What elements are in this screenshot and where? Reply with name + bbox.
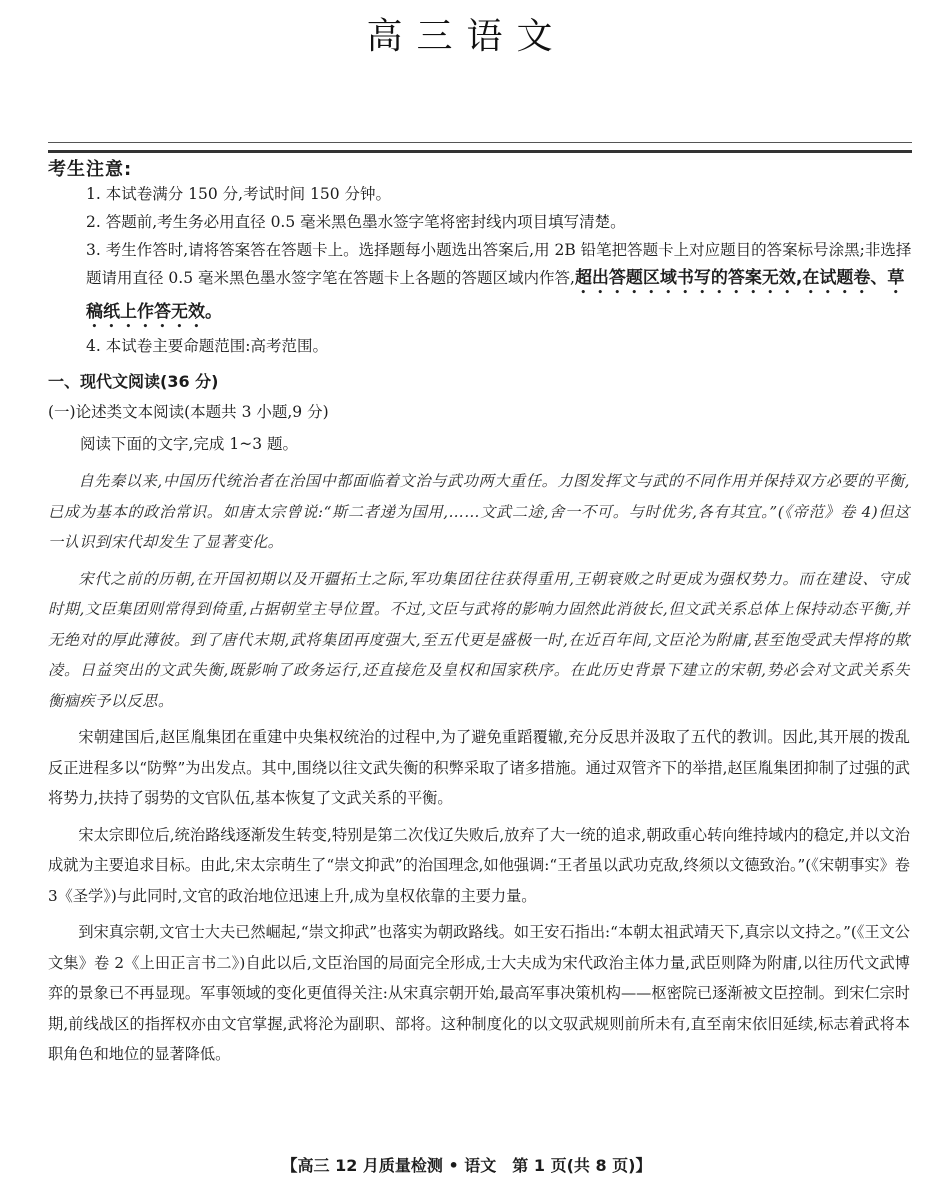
passage-paragraph: 宋太宗即位后,统治路线逐渐发生转变,特别是第二次伐辽失败后,放弃了大一统的追求,朝政重心转向维持域内的稳定,并以文治成就为主要追求目标。由此,宋太宗萌生了“崇文抑武”的治国理念,如他强调:“王者虽以武功克敌,终须以文德致治。”(《宋朝事实》卷 3《圣学》)与此同时,文官的政治地位迅速上升,成为皇权依靠的主要力量。 [48,825,910,905]
notice-item-2: 2. 答题前,考生务必用直径 0.5 毫米黑色墨水签字笔将密封线内项目填写清楚。 [86,213,626,231]
reading-instruction: 阅读下面的文字,完成 1~3 题。 [80,435,298,453]
passage-paragraph: 宋朝建国后,赵匡胤集团在重建中央集权统治的过程中,为了避免重蹈覆辙,充分反思并汲取了五代的教训。因此,其开展的拨乱反正进程多以“防弊”为出发点。其中,围绕以往文武失衡的积弊采取了诸多措施。通过双管齐下的举措,赵匡胤集团抑制了过强的武将势力,扶持了弱势的文官队伍,基本恢复了文武关系的平衡。 [48,728,910,807]
header-divider-thick [48,150,912,153]
notice-item-4: 4. 本试卷主要命题范围:高考范围。 [86,337,328,355]
header-divider-thin [48,142,912,143]
section-heading: 一、现代文阅读(36 分) [48,372,219,391]
reading-passage [48,466,910,1076]
sub-section-heading: (一)论述类文本阅读(本题共 3 小题,9 分) [48,403,329,421]
notice-item-3 [86,236,912,332]
page-title: 高三语文 [366,16,567,57]
notice-item-3-emphasis: 超出答题区域书写的答案无效,在试题卷、草稿纸上作答无效。 [86,268,905,322]
page-footer: 【高三 12 月质量检测 • 语文 第 1 页(共 8 页)】 [281,1156,652,1175]
passage-paragraph: 到宋真宗朝,文官士大夫已然崛起,“崇文抑武”也落实为朝政路线。如王安石指出:“本朝太祖武靖天下,真宗以文持之。”(《王文公文集》卷 2《上田正言书二》)自此以后,文臣治国的局面完全形成,士大夫成为宋代政治主体力量,武臣则降为附庸,以往历代文武博弈的景象已不再显现。军事领域的变化更值得关注:从宋真宗朝开始,最高军事决策机构——枢密院已逐渐被文臣控制。到宋仁宗时期,前线战区的指挥权亦由文官掌握,武将沦为副职、部将。这种制度化的以文驭武规则前所未有,直至南宋依旧延续,标志着武将本职角色和地位的显著降低。 [48,923,910,1063]
notice-heading: 考生注意: [48,159,133,180]
passage-paragraph: 自先秦以来,中国历代统治者在治国中都面临着文治与武功两大重任。力图发挥文与武的不同作用并保持双方必要的平衡,已成为基本的政治常识。如唐太宗曾说:“斯二者递为国用,……文武二途,舍一不可。与时优劣,各有其宜。”(《帝范》卷 4)但这一认识到宋代却发生了显著变化。 [48,472,910,551]
notice-list [86,180,912,360]
notice-item-3-text: 3. 考生作答时,请将答案答在答题卡上。选择题每小题选出答案后,用 2B 铅笔把答题卡上对应题目的答案标号涂黑;非选择题请用直径 0.5 毫米黑色墨水签字笔在答题卡上各题的答题区域内作答, [86,241,912,287]
notice-item-1: 1. 本试卷满分 150 分,考试时间 150 分钟。 [86,185,392,203]
passage-paragraph: 宋代之前的历朝,在开国初期以及开疆拓土之际,军功集团往往获得重用,王朝衰败之时更成为强权势力。而在建设、守成时期,文臣集团则常得到倚重,占据朝堂主导位置。不过,文臣与武将的影响力固然此消彼长,但文武关系总体上保持动态平衡,并无绝对的厚此薄彼。到了唐代末期,武将集团再度强大,至五代更是盛极一时,在近百年间,文臣沦为附庸,甚至饱受武夫悍将的欺凌。日益突出的文武失衡,既影响了政务运行,还直接危及皇权和国家秩序。在此历史背景下建立的宋朝,势必会对文武关系失衡痼疾予以反思。 [48,569,910,710]
